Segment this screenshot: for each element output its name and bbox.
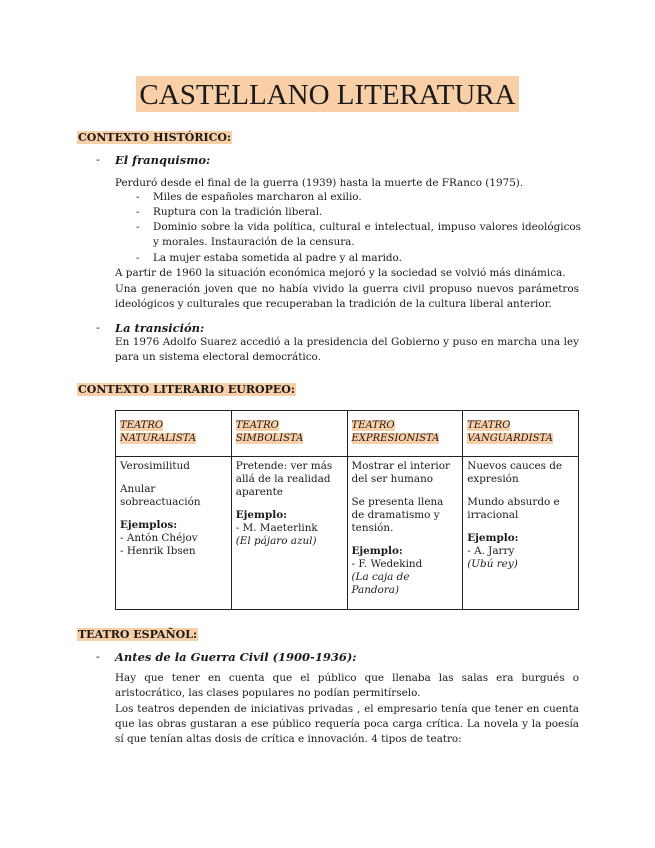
table-header-row (116, 411, 579, 457)
franquismo-bullet: Dominio sobre la vida política, cultural e intelectual, impuso valores ideológicos y morales. Instauración de la censura. (153, 221, 581, 248)
cell-expresionista: Mostrar el interior del ser humano Se presenta llena de dramatismo y tensión. Ejemplo: - F. Wedekind (La caja de Pandora) (347, 457, 463, 610)
subheading-franquismo: El franquismo: (115, 153, 211, 167)
page-title (0, 76, 655, 112)
subheading-transicion: La transición: (115, 321, 205, 335)
heading-contexto-literario: CONTEXTO LITERARIO EUROPEO: (78, 383, 295, 396)
dash-bullet: - (96, 321, 100, 334)
heading-contexto-historico: CONTEXTO HISTÓRICO: (78, 131, 232, 144)
table-row (116, 457, 579, 610)
dash-bullet: - (136, 206, 140, 218)
franquismo-bullet: La mujer estaba sometida al padre y al marido. (153, 252, 402, 264)
teatro-table (115, 410, 579, 610)
cell-naturalista: Verosimilitud Anular sobreactuación Ejemplos: - Antón Chéjov - Henrik Ibsen (116, 457, 232, 610)
antes-paragraph-1: Hay que tener en cuenta que el público que llenaba las salas era burgués o aristocrático, las clases populares no podían permitírselo. (115, 672, 579, 699)
franquismo-bullet: Ruptura con la tradición liberal. (153, 206, 323, 218)
franquismo-intro: Perduró desde el final de la guerra (1939) hasta la muerte de FRanco (1975). (115, 177, 524, 189)
dash-bullet: - (96, 650, 100, 663)
franquismo-after-1: A partir de 1960 la situación económica mejoró y la sociedad se volvió más dinámica. (115, 267, 566, 279)
transicion-text: En 1976 Adolfo Suarez accedió a la presidencia del Gobierno y puso en marcha una ley para un sistema electoral democrático. (115, 336, 579, 363)
franquismo-after-2: Una generación joven que no había vivido la guerra civil propuso nuevos parámetros ideológicos y culturales que recuperaban la tradición de la cultura liberal anterior. (115, 283, 579, 310)
cell-vanguardista: Nuevos cauces de expresión Mundo absurdo e irracional Ejemplo: - A. Jarry (Ubú rey) (463, 457, 579, 610)
header-cell: TEATRO VANGUARDISTA (463, 411, 579, 457)
header-cell: TEATRO EXPRESIONISTA (347, 411, 463, 457)
header-cell: TEATRO NATURALISTA (116, 411, 232, 457)
dash-bullet: - (96, 153, 100, 166)
dash-bullet: - (136, 221, 140, 233)
dash-bullet: - (136, 191, 140, 203)
franquismo-bullet: Miles de españoles marcharon al exilio. (153, 191, 362, 203)
dash-bullet: - (136, 252, 140, 264)
antes-paragraph-2: Los teatros dependen de iniciativas privadas , el empresario tenía que tener en cuenta que las obras gustaran a ese público requería poca carga crítica. La novela y la poesía sí que tenían altas dosis de crítica e innovación. 4 tipos de teatro: (115, 703, 579, 745)
heading-teatro-espanol: TEATRO ESPAÑOL: (78, 628, 198, 641)
subheading-antes-guerra: Antes de la Guerra Civil (1900-1936): (115, 650, 357, 664)
header-cell: TEATRO SIMBOLISTA (231, 411, 347, 457)
title-text: CASTELLANO LITERATURA (136, 76, 518, 112)
cell-simbolista: Pretende: ver más allá de la realidad aparente Ejemplo: - M. Maeterlink (El pájaro azul) (231, 457, 347, 610)
